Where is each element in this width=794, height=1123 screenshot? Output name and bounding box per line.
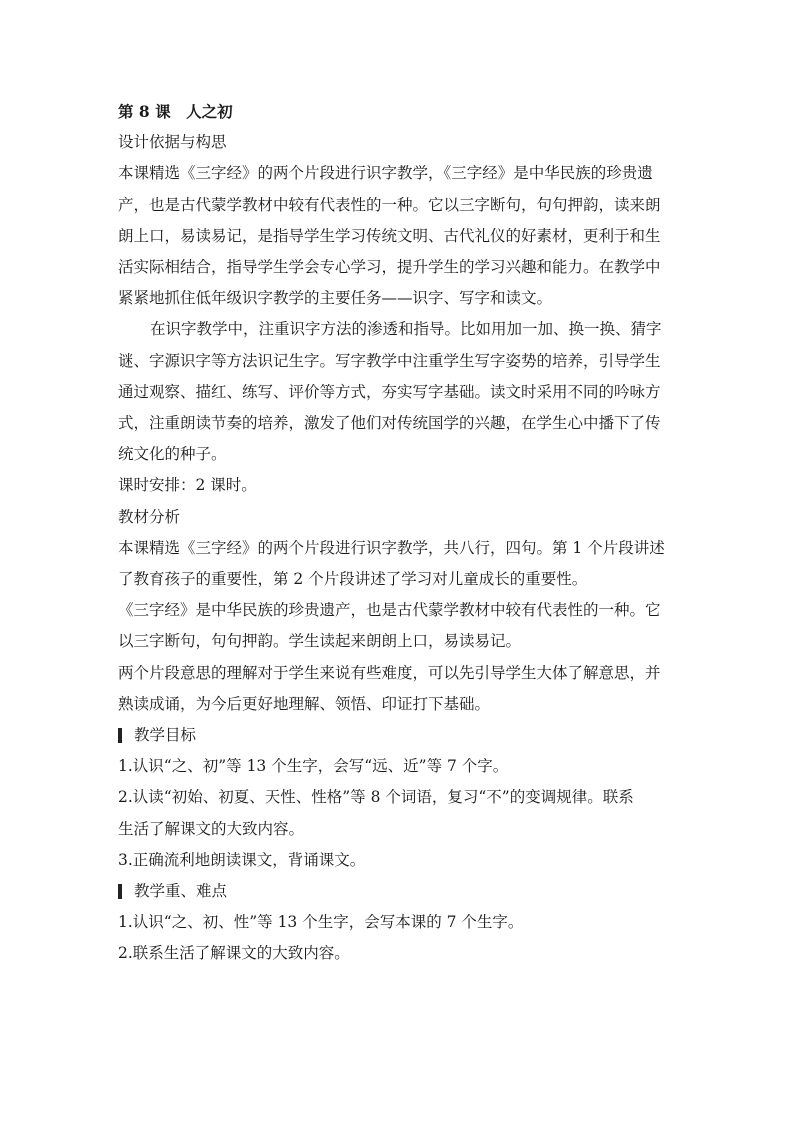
paragraph-line: 统文化的种子。 xyxy=(118,445,227,464)
section-bar-icon xyxy=(118,884,122,899)
analysis-heading: 教材分析 xyxy=(118,507,181,526)
paragraph-line: 熟读成诵，为今后更好地理解、领悟、印证打下基础。 xyxy=(118,694,491,713)
goals-heading xyxy=(118,720,676,751)
paragraph-line: 本课精选《三字经》的两个片段进行识字教学，《三字经》是中华民族的珍贵遗 xyxy=(118,164,653,183)
key-heading xyxy=(118,876,676,907)
document-content xyxy=(118,96,676,970)
paragraph-line: 以三字断句，句句押韵。学生读起来朗朗上口，易读易记。 xyxy=(118,632,522,651)
paragraph-line: 通过观察、描红、练写、评价等方式，夯实写字基础。读文时采用不同的吟咏方 xyxy=(118,382,661,401)
section-bar-icon xyxy=(118,728,122,743)
goal-item: 2.认读“初始、初夏、天性、性格”等 8 个词语，复习“不”的变调规律。联系 xyxy=(118,788,634,807)
schedule-text: 课时安排：2 课时。 xyxy=(118,476,257,495)
paragraph-line: 在识字教学中，注重识字方法的渗透和指导。比如用加一加、换一换、猜字 xyxy=(150,320,662,339)
key-item: 1.认识“之、初、性”等 13 个生字，会写本课的 7 个生字。 xyxy=(118,913,524,932)
paragraph-line: 本课精选《三字经》的两个片段进行识字教学，共八行，四句。第 1 个片段讲述 xyxy=(118,538,665,557)
paragraph-line: 式，注重朗读节奏的培养，激发了他们对传统国学的兴趣，在学生心中播下了传 xyxy=(118,414,661,433)
paragraph-line: 《三字经》是中华民族的珍贵遗产，也是古代蒙学教材中较有代表性的一种。它 xyxy=(118,601,661,620)
paragraph-line: 两个片段意思的理解对于学生来说有些难度，可以先引导学生大体了解意思，并 xyxy=(118,663,661,682)
paragraph-line: 朗上口，易读易记，是指导学生学习传统文明、古代礼仪的好素材，更利于和生 xyxy=(118,226,661,245)
goal-item: 1.认识“之、初”等 13 个生字，会写“远、近”等 7 个字。 xyxy=(118,757,509,776)
goal-item: 生活了解课文的大致内容。 xyxy=(118,819,305,838)
paragraph-line: 紧紧地抓住低年级识字教学的主要任务——识字、写字和读文。 xyxy=(118,289,553,308)
goals-heading-label: 教学目标 xyxy=(134,726,197,745)
key-heading-label: 教学重、难点 xyxy=(134,882,228,901)
paragraph-line: 了教育孩子的重要性，第 2 个片段讲述了学习对儿童成长的重要性。 xyxy=(118,570,588,589)
paragraph-line: 谜、字源识字等方法识记生字。写字教学中注重学生写字姿势的培养，引导学生 xyxy=(118,351,661,370)
goal-item: 3.正确流利地朗读课文，背诵课文。 xyxy=(118,850,366,869)
paragraph-line: 产，也是古代蒙学教材中较有代表性的一种。它以三字断句，句句押韵，读来朗 xyxy=(118,195,661,214)
key-item: 2.联系生活了解课文的大致内容。 xyxy=(118,944,350,963)
paragraph-line: 活实际相结合，指导学生学会专心学习，提升学生的学习兴趣和能力。在教学中 xyxy=(118,258,661,277)
design-heading: 设计依据与构思 xyxy=(118,133,227,152)
lesson-title: 第 8 课 人之初 xyxy=(118,102,233,121)
